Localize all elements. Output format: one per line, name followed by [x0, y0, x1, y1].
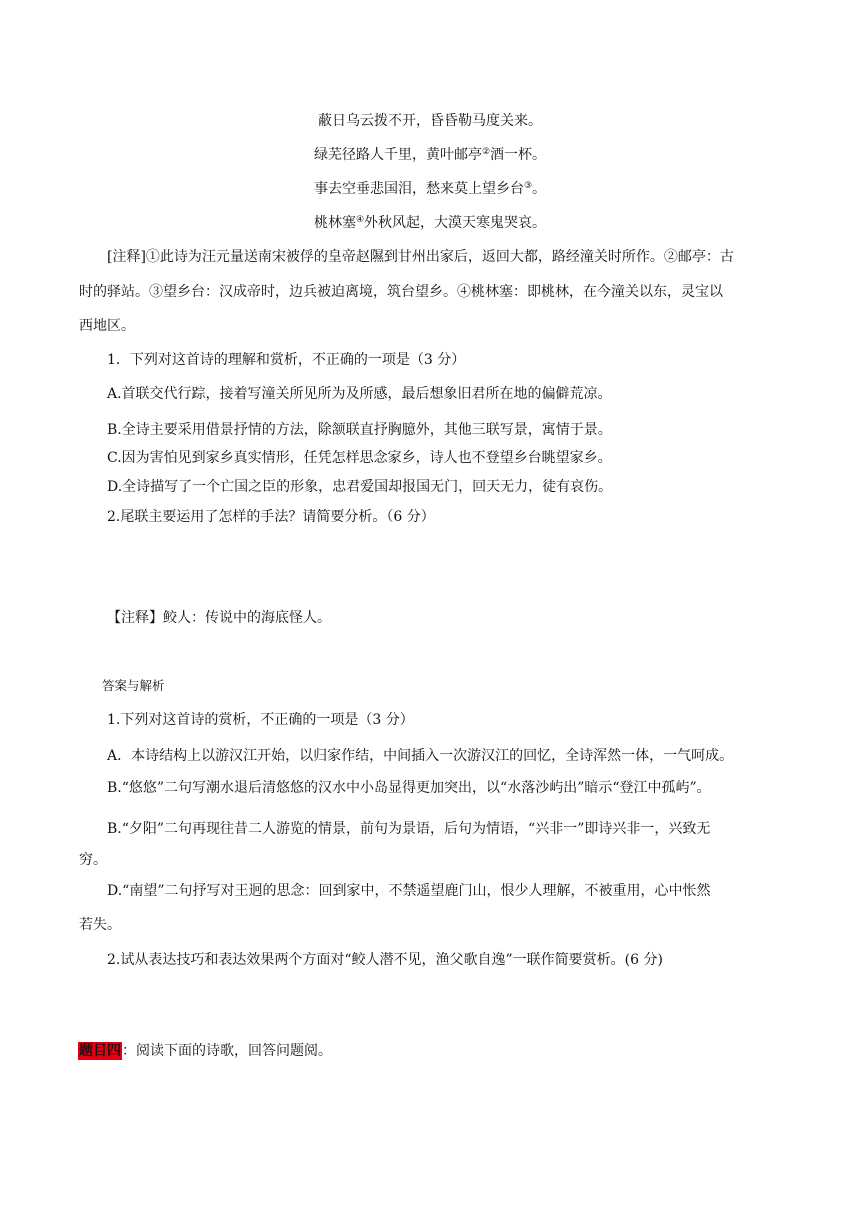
poem-line-1: 蔽日乌云拨不开，昏昏勒马度关来。: [318, 113, 542, 129]
note-line-1: [注释]①此诗为汪元量送南宋被俘的皇帝赵隰到甘州出家后，返回大都，路经潼关时所作。②邮亭：古: [107, 249, 734, 265]
footnote-mark-2: ②: [481, 147, 491, 157]
question-1-option-c: C.因为害怕见到家乡真实情形，任凭怎样思念家乡，诗人也不登望乡台眺望家乡。: [107, 450, 612, 466]
question-3-option-d-line-2: 若失。: [79, 917, 121, 933]
question-3-stem: 1.下列对这首诗的赏析，不正确的一项是（3 分）: [107, 712, 414, 728]
note-2: 【注释】鲛人：传说中的海底怪人。: [107, 610, 331, 626]
question-3-option-d-line-1: D.“南望”二句抒写对王迥的思念：回到家中，不禁遥望鹿门山，恨少人理解，不被重用，心中怅然: [107, 883, 711, 899]
poem-line-4-b: 外秋风起，大漠天寒鬼哭哀。: [364, 215, 547, 231]
topic-4-heading: [78, 1041, 332, 1061]
poem-line-4: [0, 213, 860, 233]
footnote-mark-4: ④: [355, 215, 365, 225]
poem-line-4-a: 桃林塞: [313, 215, 356, 231]
answer-title: 答案与解析: [102, 678, 165, 693]
question-3-option-b2-line-2: 穷。: [79, 852, 107, 868]
poem-line-2: [0, 145, 860, 165]
poem-line-3-b: 。: [532, 181, 547, 197]
poem-line-3-a: 事去空垂悲国泪，愁来莫上望乡台: [313, 181, 524, 197]
question-2: 2.尾联主要运用了怎样的手法？请简要分析。（6 分）: [107, 509, 435, 525]
poem-line-3: [0, 179, 860, 199]
question-1-option-a: A.首联交代行踪，接着写潼关所见所为及所感，最后想象旧君所在地的偏僻荒凉。: [107, 386, 612, 402]
note-line-3: 西地区。: [79, 318, 135, 334]
poem-line-2-a: 绿芜径路人千里，黄叶邮亭: [313, 147, 482, 163]
question-3-option-b: B.“悠悠”二句写潮水退后清悠悠的汉水中小岛显得更加突出，以“水落沙屿出”暗示“登江中孤屿”。: [107, 780, 711, 796]
question-1-stem: 1．下列对这首诗的理解和赏析，不正确的一项是（3 分）: [107, 352, 466, 368]
question-1-option-d: D.全诗描写了一个亡国之臣的形象，忠君爱国却报国无门，回天无力，徒有哀伤。: [107, 479, 613, 495]
question-3-option-a: A．本诗结构上以游汉江开始，以归家作结，中间插入一次游汉江的回忆，全诗浑然一体，一气呵成。: [107, 748, 734, 764]
question-4: 2.试从表达技巧和表达效果两个方面对“鲛人潜不见，渔父歌自逸”一联作简要赏析。(6 分): [107, 952, 663, 968]
question-3-option-b2-line-1: B.“夕阳”二句再现往昔二人游览的情景，前句为景语，后句为情语，“兴非一”即诗兴非一，兴致无: [107, 821, 711, 837]
footnote-mark-3: ③: [523, 181, 533, 191]
note-line-2: 时的驿站。③望乡台：汉成帝时，边兵被迫离境，筑台望乡。④桃林塞：即桃林，在今潼关以东，灵宝以: [79, 284, 723, 300]
topic-4-text: ：阅读下面的诗歌，回答问题阅。: [122, 1043, 332, 1059]
question-1-option-b: B.全诗主要采用借景抒情的方法，除颔联直抒胸臆外，其他三联写景，寓情于景。: [107, 422, 612, 438]
topic-4-label: 题目四: [79, 1043, 121, 1059]
poem-line-2-b: 酒一杯。: [490, 147, 547, 163]
